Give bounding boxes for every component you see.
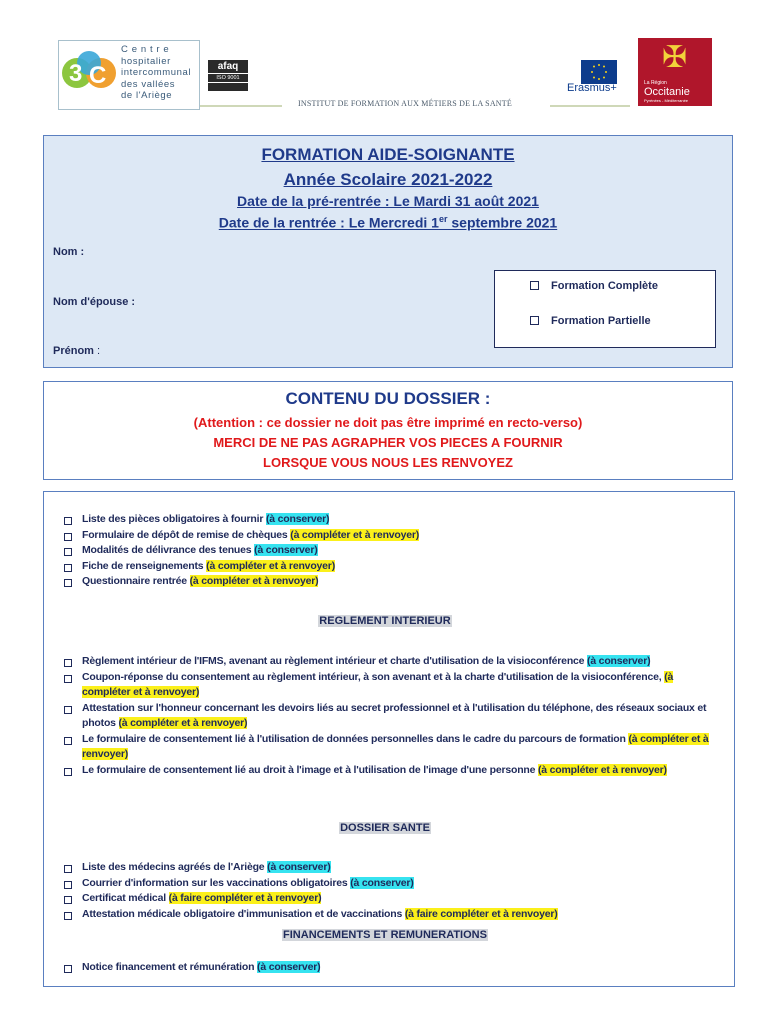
checkbox-icon <box>64 768 72 776</box>
contenu-title: CONTENU DU DOSSIER : <box>285 389 491 408</box>
list-item: Règlement intérieur de l'IFMS, avenant au règlement intérieur et charte d'utilisation de la visioconférence (à conserver) <box>64 654 724 670</box>
section-reglement: REGLEMENT INTERIEUR <box>319 615 451 627</box>
checkbox-icon <box>64 965 72 973</box>
contenu-dossier-box <box>43 381 733 480</box>
checkbox-icon <box>64 737 72 745</box>
checkbox-icon <box>64 865 72 873</box>
formation-complete-option[interactable]: Formation Complète <box>530 280 658 292</box>
list-item: Le formulaire de consentement lié au droit à l'image et à l'utilisation de l'image d'une personne (à compléter et à renvoyer) <box>64 763 724 779</box>
checkbox-icon <box>64 881 72 889</box>
checkbox-icon[interactable] <box>530 316 539 325</box>
list-item: Attestation sur l'honneur concernant les devoirs liés au secret professionnel et à l'utilisation du téléphone, des réseaux sociaux et photos (à compléter et à renvoyer) <box>64 701 724 732</box>
checkbox-icon[interactable] <box>530 281 539 290</box>
section-sante: DOSSIER SANTE <box>340 822 430 834</box>
formation-type-box <box>494 270 716 348</box>
hospital-logo <box>58 40 200 110</box>
eu-flag-icon <box>581 60 617 84</box>
checkbox-icon <box>64 896 72 904</box>
list-item: Modalités de délivrance des tenues (à conserver) <box>64 543 724 559</box>
occitan-cross-icon: ✠ <box>662 41 688 74</box>
school-year: Année Scolaire 2021-2022 <box>283 170 493 189</box>
list-reglement <box>64 654 724 778</box>
svg-text:3: 3 <box>69 60 83 87</box>
list-item: Liste des pièces obligatoires à fournir (à conserver) <box>64 512 724 528</box>
list-item: Attestation médicale obligatoire d'immunisation et de vaccinations (à faire compléter et à renvoyer) <box>64 907 724 923</box>
region-occitanie-logo: ✠ La Région Occitanie Pyrénées - Méditerranée <box>638 38 712 106</box>
nom-epouse-label: Nom d'épouse : <box>53 296 136 308</box>
nom-label: Nom : <box>53 246 85 258</box>
list-general <box>64 512 724 590</box>
list-item: Fiche de renseignements (à compléter et à renvoyer) <box>64 559 724 575</box>
hospital-logo-mark <box>61 43 119 105</box>
list-item: Liste des médecins agréés de l'Ariège (à conserver) <box>64 860 724 876</box>
checkbox-icon <box>64 706 72 714</box>
header-rule-left <box>200 105 282 107</box>
checkbox-icon <box>64 533 72 541</box>
checkbox-icon <box>64 517 72 525</box>
warning-agrafe: MERCI DE NE PAS AGRAPHER VOS PIECES A FOURNIR <box>213 435 563 450</box>
list-sante <box>64 860 724 922</box>
checkbox-icon <box>64 579 72 587</box>
list-item: Courrier d'information sur les vaccinations obligatoires (à conserver) <box>64 876 724 892</box>
list-financements <box>64 960 724 976</box>
list-item: Coupon-réponse du consentement au règlement intérieur, à son avenant et à la charte d'utilisation de la visioconférence, (à compléter et à renvoyer) <box>64 670 724 701</box>
hospital-name: C e n t r e hospitalier intercommunal des vallées de l'Ariège <box>121 44 192 101</box>
list-item: Formulaire de dépôt de remise de chèques (à compléter et à renvoyer) <box>64 528 724 544</box>
institut-name: INSTITUT DE FORMATION AUX MÉTIERS DE LA SANTÉ <box>298 99 512 108</box>
afaq-certification-logo: afaq ISO 9001 <box>208 60 248 96</box>
checkbox-icon <box>64 659 72 667</box>
prerentree-date: Date de la pré-rentrée : Le Mardi 31 août 2021 <box>237 193 539 209</box>
formation-partielle-option[interactable]: Formation Partielle <box>530 315 651 327</box>
header-rule-right <box>550 105 630 107</box>
checkbox-icon <box>64 548 72 556</box>
formation-title: FORMATION AIDE-SOIGNANTE <box>261 145 515 164</box>
section-financements: FINANCEMENTS ET REMUNERATIONS <box>283 929 487 941</box>
checkbox-icon <box>64 564 72 572</box>
list-item: Le formulaire de consentement lié à l'utilisation de données personnelles dans le cadre du parcours de formation (à compléter et à renvoyer) <box>64 732 724 763</box>
erasmus-label: Erasmus+ <box>567 82 617 94</box>
rentree-date: Date de la rentrée : Le Mercredi 1er septembre 2021 <box>218 214 558 231</box>
list-item: Notice financement et rémunération (à conserver) <box>64 960 724 976</box>
list-item: Questionnaire rentrée (à compléter et à renvoyer) <box>64 574 724 590</box>
checkbox-icon <box>64 675 72 683</box>
warning-renvoyez: LORSQUE VOUS NOUS LES RENVOYEZ <box>263 455 513 470</box>
list-item: Certificat médical (à faire compléter et à renvoyer) <box>64 891 724 907</box>
prenom-label: Prénom : <box>53 345 101 357</box>
checkbox-icon <box>64 912 72 920</box>
svg-text:C: C <box>89 62 107 89</box>
warning-recto-verso: (Attention : ce dossier ne doit pas être imprimé en recto-verso) <box>193 415 583 430</box>
